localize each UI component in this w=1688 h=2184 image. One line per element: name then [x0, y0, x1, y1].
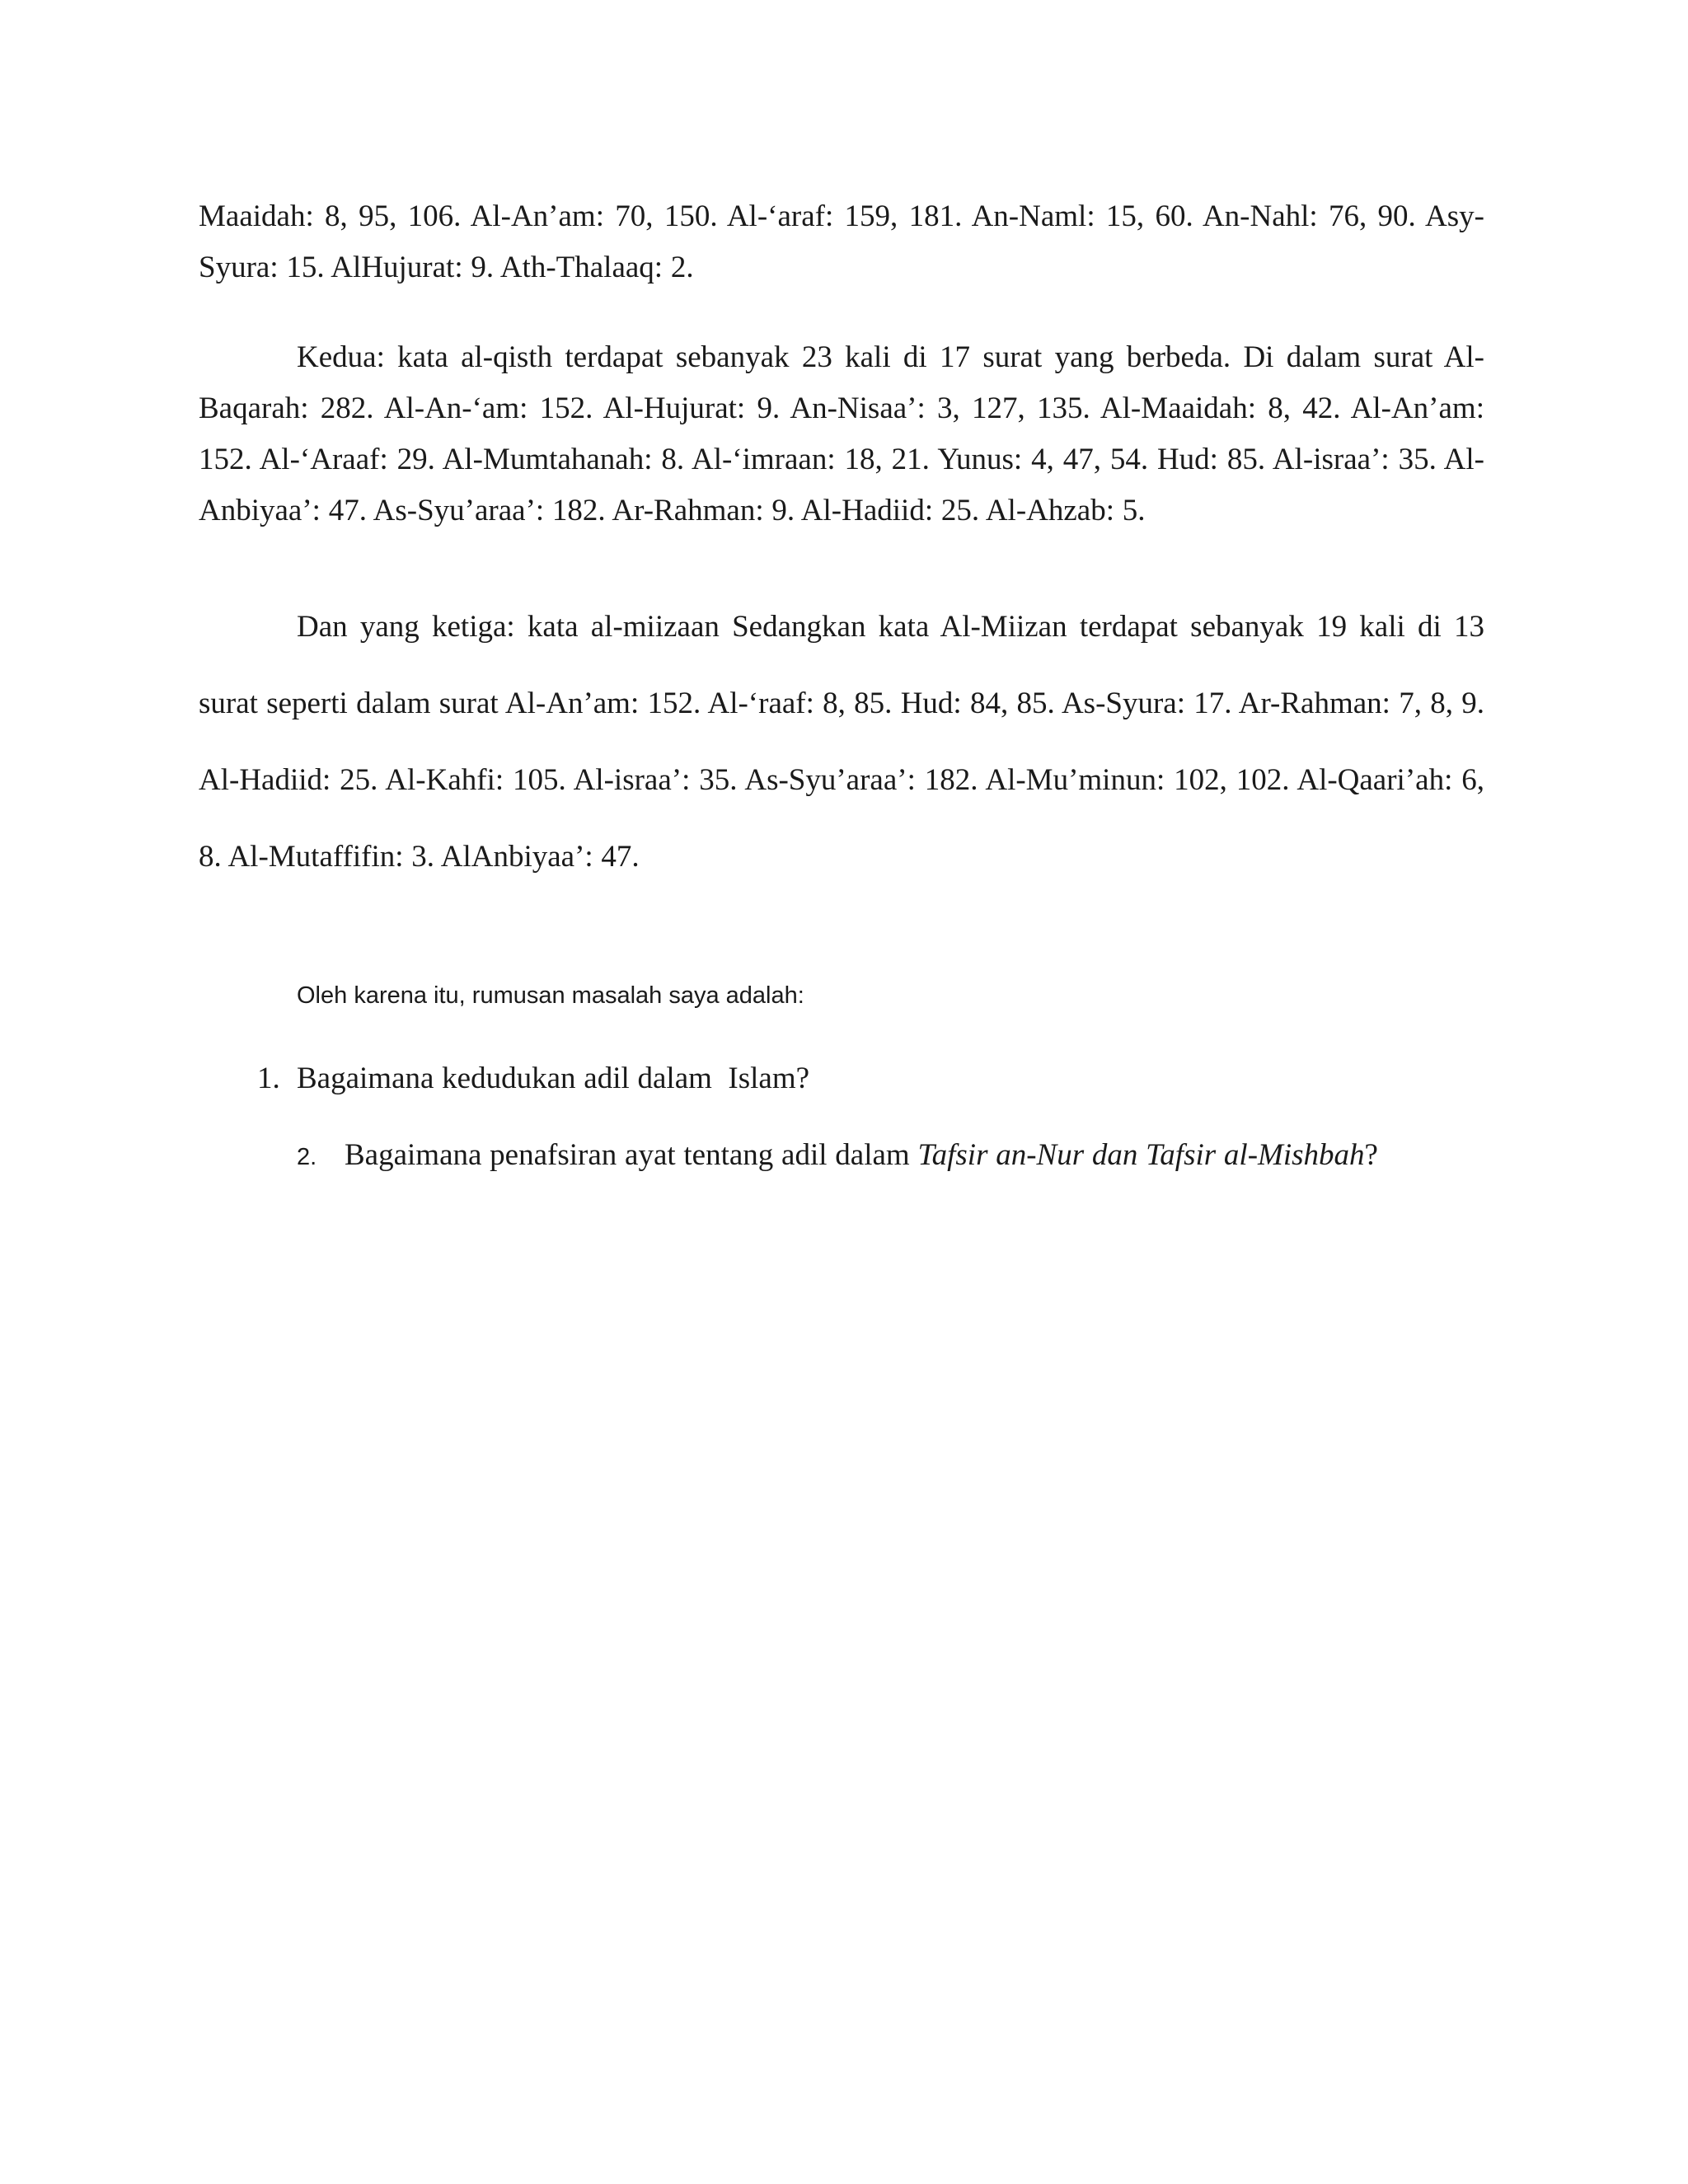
list-text-2-end: ? [1364, 1138, 1378, 1172]
paragraph-al-qisth: Kedua: kata al-qisth terdapat sebanyak 23 kali di 17 surat yang berbeda. Di dalam surat Al-Baqarah: 282. Al-An-‘am: 152. Al-Hujurat: 9. An-Nisaa’: 3, 127, 135. Al-Maaidah: 8, 42. Al-An’am: 152. Al-‘Araaf: 29. Al-Mumtahanah: 8. Al-‘imraan: 18, 21. Yunus: 4, 47, 54. Hud: 85. Al-israa’: 35. Al-Anbiyaa’: 47. As-Syu’araa’: 182. Ar-Rahman: 9. Al-Hadiid: 25. Al-Ahzab: 5. [199, 340, 1484, 527]
paragraph-al-miizaan: Dan yang ketiga: kata al-miizaan Sedangkan kata Al-Miizan terdapat sebanyak 19 kali di 13 surat seperti dalam surat Al-An’am: 152. Al-‘raaf: 8, 85. Hud: 84, 85. As-Syura: 17. Ar-Rahman: 7, 8, 9. Al-Hadiid: 25. Al-Kahfi: 105. Al-israa’: 35. As-Syu’araa’: 182. Al-Mu’minun: 102, 102. Al-Qaari’ah: 6, 8. Al-Mutaffifin: 3. AlAnbiyaa’: 47. [199, 610, 1484, 874]
list-number-1: 1. [257, 1062, 280, 1095]
list-text-2: Bagaimana penafsiran ayat tentang adil dalam [345, 1138, 918, 1172]
list-item-1 [257, 1058, 809, 1099]
list-number-2: 2. [297, 1144, 317, 1170]
problem-statement-intro: Oleh karena itu, rumusan masalah saya adalah: [297, 982, 804, 1009]
list-text-2-italic: Tafsir an-Nur dan Tafsir al-Mishbah [917, 1138, 1365, 1172]
paragraph-continuation: Maaidah: 8, 95, 106. Al-An’am: 70, 150. Al-‘araf: 159, 181. An-Naml: 15, 60. An-Nahl: 76, 90. Asy-Syura: 15. AlHujurat: 9. Ath-Thalaaq: 2. [199, 199, 1484, 284]
list-item-2 [297, 1135, 1378, 1178]
list-text-1: Bagaimana kedudukan adil dalam Islam? [297, 1062, 810, 1095]
